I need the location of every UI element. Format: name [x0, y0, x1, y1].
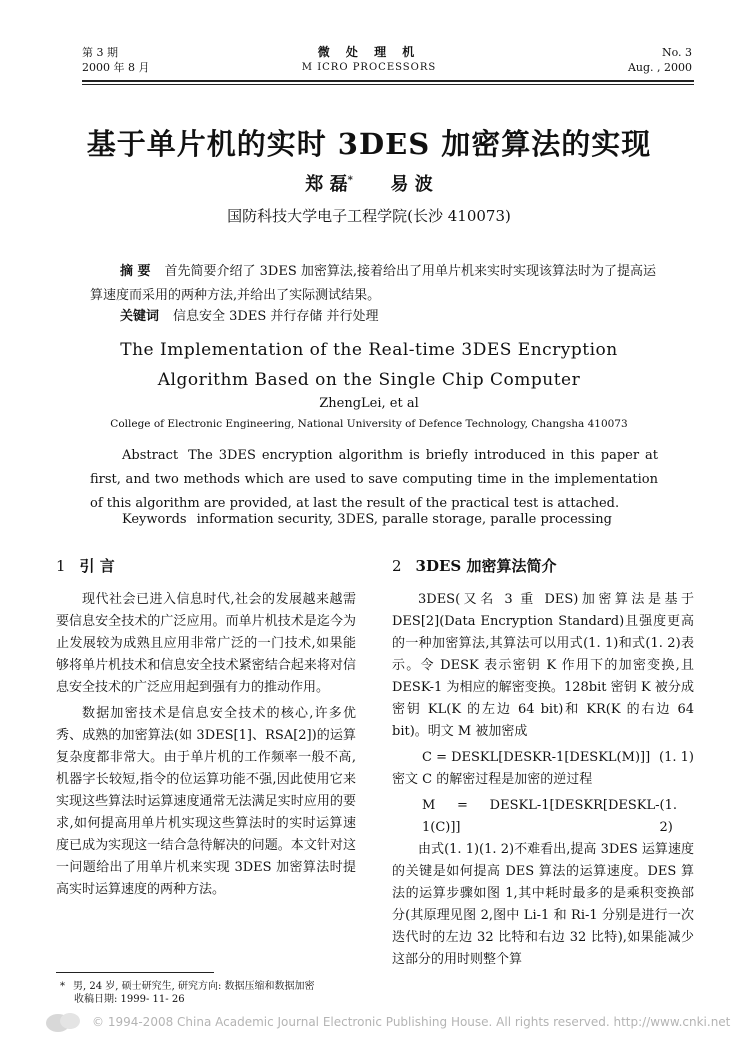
abstract-en-text: The 3DES encryption algorithm is briefly introduced in this paper at first, and two methods which are used to save computing time in the implementation of this algorithm are provided, at last the result of the practical test is attached. [90, 448, 658, 511]
keywords-en-text: information security, 3DES, paralle storage, paralle processing [196, 512, 612, 527]
author-2: 易 波 [390, 174, 433, 195]
keywords-cn-text: 信息安全 3DES 并行存储 并行处理 [173, 309, 379, 324]
copyright-footer: © 1994-2008 China Academic Journal Electronic Publishing House. All rights reserved. http://www.cnki.net [92, 1015, 731, 1029]
equation-1-1 [392, 747, 694, 769]
affiliation: 国防科技大学电子工程学院(长沙 410073) [227, 207, 511, 225]
equation-1-1-number: (1. 1) [659, 750, 694, 765]
abstract-en [90, 444, 658, 516]
issue-date: 2000 年 8 月 [82, 61, 150, 74]
author-en: ZhengLei, et al [319, 396, 419, 411]
abstract-cn-text: 首先简要介绍了 3DES 加密算法,接着给出了用单片机来实时实现该算法时为了提高运算速度而采用的两种方法,并给出了实际测试结果。 [90, 264, 657, 303]
paper-title: 基于单片机的实时 3DES 加密算法的实现 [86, 127, 652, 161]
cnki-logo-icon [44, 1010, 84, 1034]
journal-name: 微 处 理 机 [317, 45, 421, 59]
abstract-cn-label: 摘 要 [120, 264, 151, 279]
running-header-right [628, 45, 692, 75]
footnote [60, 980, 315, 1006]
section-1-paragraph-1: 现代社会已进入信息时代,社会的发展越来越需要信息安全技术的广泛应用。而单片机技术是迄今为止发展较为成熟且应用非常广泛的一门技术,如果能够将单片机技术和信息安全技术紧密结合起来将对信息安全技术的广泛应用起到强有力的推动作用。 [56, 592, 356, 695]
equation-1-2-body: M = DESKL-1[DESKR[DESKL-1(C)]] [422, 798, 660, 835]
keywords-en [90, 512, 658, 527]
column-left [56, 555, 356, 905]
issue-number: 第 3 期 [82, 46, 118, 59]
paper-title-en-line2: Algorithm Based on the Single Chip Computer [157, 370, 581, 390]
abstract-en-label: Abstract [122, 448, 179, 463]
section-2-paragraph-1: 3DES(又名 3 重 DES)加密算法是基于 DES[2](Data Encryption Standard)且强度更高的一种加密算法,其算法可以用式(1. 1)和式(1. 2)表示。令 DESK 表示密钥 K 作用下的加密变换,且 DESK-1 为相应的解密变换。128bit 密钥 K 被分成密钥 KL(K 的左边 64 bit)和 KR(K 的右边 64 bit)。明文 M 被加密成 [392, 592, 694, 739]
abstract-cn [90, 260, 660, 308]
section-1-paragraph-2: 数据加密技术是信息安全技术的核心,许多优秀、成熟的加密算法(如 3DES[1]、RSA[2])的运算复杂度都非常大。由于单片机的工作频率一般不高,机器字长较短,指令的位运算功能不强,因此使用它来实现这些算法时运算速度通常无法满足实时应用的要求,如何提高用单片机实现这些算法时的实时运算速度已成为实现这一结合急待解决的问题。本文针对这一问题给出了用单片机来实现 3DES 加密算法时提高实时运算速度的两种方法。 [56, 706, 356, 897]
section-2-heading [392, 555, 694, 577]
footnote-mark: * [60, 981, 65, 992]
footnote-line-1: 男, 24 岁, 硕士研究生, 研究方向: 数据压缩和数据加密 [73, 981, 315, 992]
section-2-number: 2 [392, 557, 402, 575]
equation-1-2-number: (1. 2) [659, 798, 678, 835]
keywords-cn-label: 关键词 [120, 309, 160, 324]
section-1-number: 1 [56, 557, 66, 575]
author-1: 郑 磊 [305, 174, 348, 195]
section-1-heading [56, 555, 356, 577]
journal-name-en: M ICRO PROCESSORS [301, 62, 437, 73]
issue-date-en: Aug. , 2000 [627, 61, 692, 74]
header-rule-thin [82, 84, 694, 85]
footnote-rule [56, 972, 214, 973]
author-line [0, 170, 738, 196]
column-right [392, 555, 694, 975]
paper-title-en [0, 336, 738, 394]
paper-title-en-line1: The Implementation of the Real-time 3DES Encryption [120, 340, 618, 360]
footnote-line-2: 收稿日期: 1999- 11- 26 [74, 994, 185, 1005]
section-2-title: 3DES 加密算法简介 [415, 557, 557, 575]
equation-1-1-body: C = DESKL[DESKR-1[DESKL(M)]] [422, 750, 651, 765]
affiliation-en: College of Electronic Engineering, National University of Defence Technology, Changsha 410073 [110, 418, 628, 430]
author-1-footnote-mark: * [347, 175, 353, 186]
equation-1-2 [392, 795, 694, 839]
issue-number-en: No. 3 [661, 46, 692, 59]
keywords-en-label: Keywords [122, 512, 187, 527]
section-2-paragraph-2: 密文 C 的解密过程是加密的逆过程 [392, 772, 593, 787]
section-2-paragraph-3: 由式(1. 1)(1. 2)不难看出,提高 3DES 运算速度的关键是如何提高 DES 算法的运算速度。DES 算法的运算步骤如图 1,其中耗时最多的是乘积变换部分(其原理见图 2,图中 Li-1 和 Ri-1 分别是进行一次迭代时的左边 32 比特和右边 32 比特),如果能减少这部分的用时则整个算 [392, 842, 694, 967]
header-rule-thick [82, 80, 694, 82]
keywords-cn [90, 305, 660, 324]
section-1-title: 引 言 [79, 557, 115, 575]
